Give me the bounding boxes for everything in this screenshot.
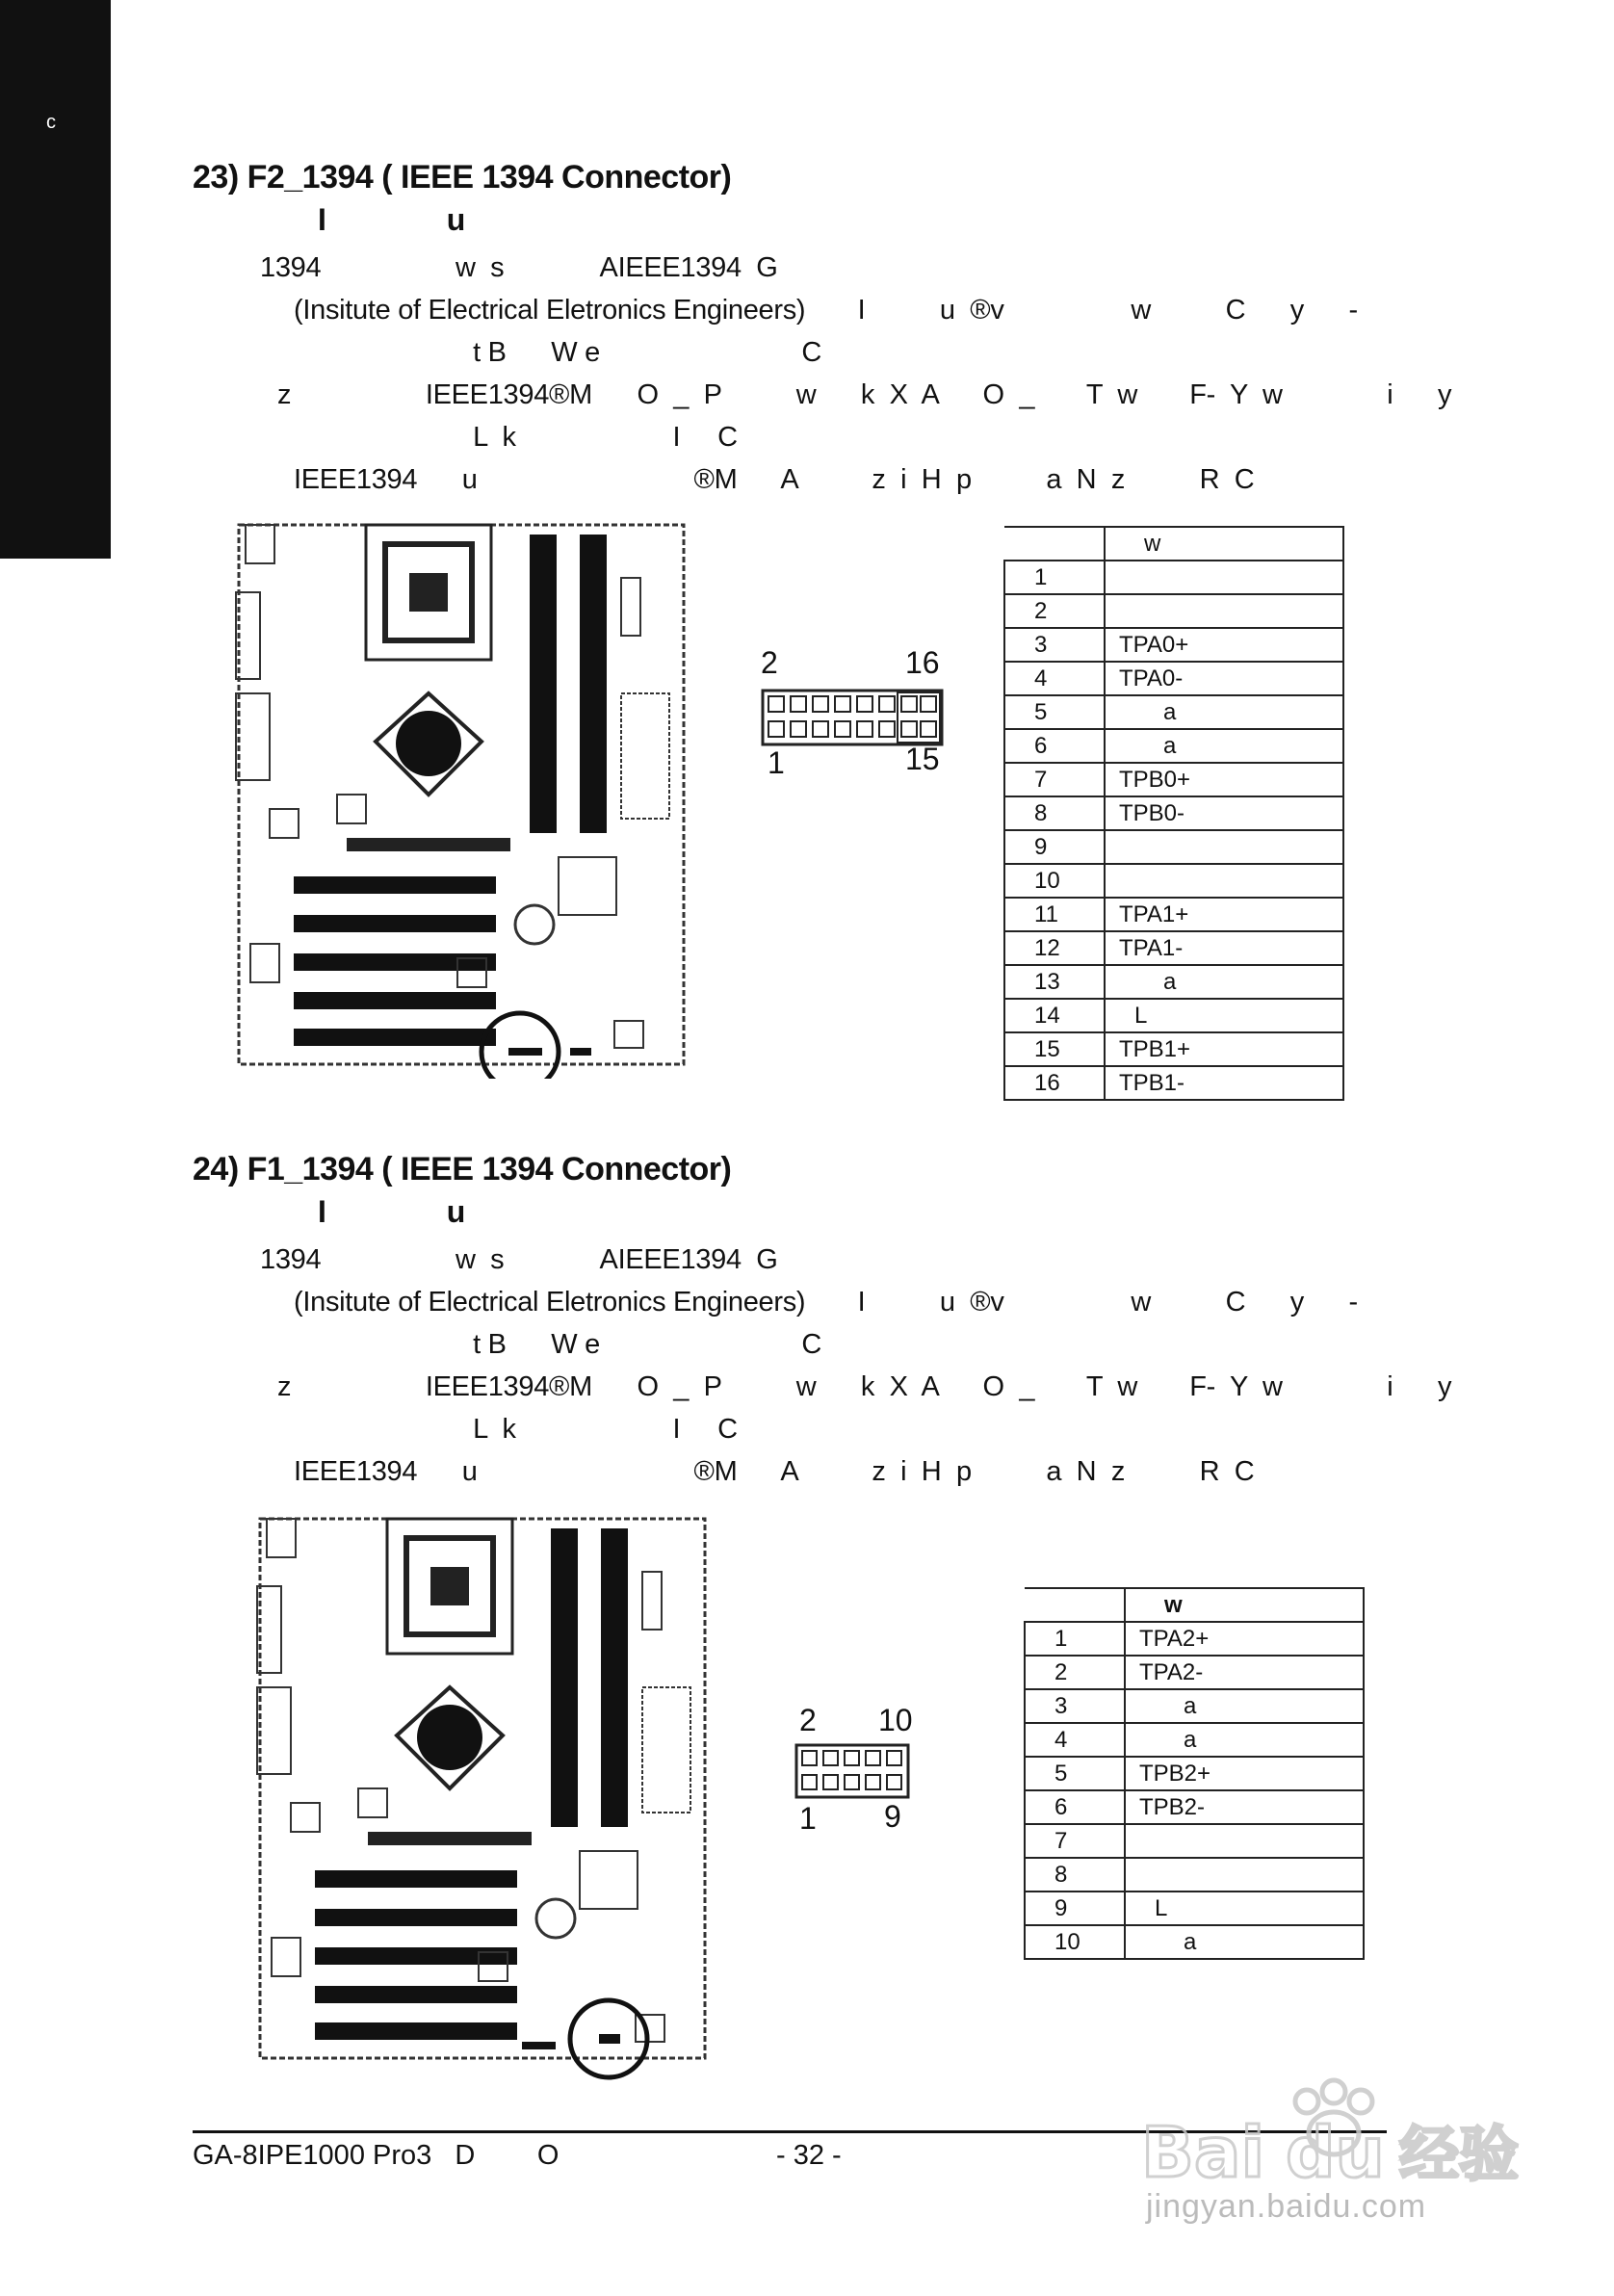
section-23-heading: 23) F2_1394 ( IEEE 1394 Connector) [193,159,732,196]
pin-def: L [1125,1892,1364,1925]
section-23-line-2: (Insitute of Electrical Eletronics Engineers) I u ®v w C y - [294,295,1358,326]
f2-connector-label-16: 16 [905,645,940,680]
side-tab-label: c [46,112,56,133]
section-23-subheading: I u [318,202,522,237]
pin-no: 3 [1004,628,1105,662]
pin-no: 1 [1004,561,1105,594]
svg-text:du: du [1286,2112,1385,2193]
pin-def: TPA1+ [1105,898,1343,931]
section-24-line-3: t B W e C [294,1329,822,1360]
pin-no: 10 [1025,1925,1125,1959]
pin-no: 9 [1004,830,1105,864]
f2-1394-pin-table [1003,526,1344,1101]
pin-no: 6 [1025,1790,1125,1824]
pin-def: TPA2- [1125,1656,1364,1689]
pin-no: 3 [1025,1689,1125,1723]
f1-connector-label-10: 10 [878,1703,913,1737]
page-number: - 32 - [776,2140,842,2171]
pin-def: a [1125,1925,1364,1959]
pin-no: 13 [1004,965,1105,999]
pin-def: TPB2+ [1125,1757,1364,1790]
footer-model: GA-8IPE1000 Pro3 D O [193,2140,560,2171]
pin-def: TPB1+ [1105,1032,1343,1066]
pin-def [1105,864,1343,898]
pin-def: L [1105,999,1343,1032]
section-24-line-6: IEEE1394 u ®M A z i H p a N z R C [294,1456,1255,1487]
pin-no: 8 [1004,796,1105,830]
pin-def: TPB0- [1105,796,1343,830]
pin-no: 12 [1004,931,1105,965]
pin-def [1125,1858,1364,1892]
f1-1394-connector-pins [794,1743,910,1799]
svg-text:经验: 经验 [1399,2119,1520,2189]
pin-no: 15 [1004,1032,1105,1066]
pin-no: 2 [1025,1656,1125,1689]
pin-def: TPB0+ [1105,763,1343,796]
pin-def: TPA2+ [1125,1622,1364,1656]
pin-no: 7 [1025,1824,1125,1858]
motherboard-diagram-f1-1394 [252,1514,715,2082]
pin-def [1105,561,1343,594]
pin-def: TPB1- [1105,1066,1343,1100]
pin-no: 5 [1025,1757,1125,1790]
section-23-line-6: IEEE1394 u ®M A z i H p a N z R C [294,464,1255,495]
section-24-line-2: (Insitute of Electrical Eletronics Engineers) I u ®v w C y - [294,1287,1358,1318]
pin-no: 11 [1004,898,1105,931]
pin-def: TPA0- [1105,662,1343,695]
pin-def: a [1105,729,1343,763]
pin-no: 6 [1004,729,1105,763]
pin-def: TPA1- [1105,931,1343,965]
f2-connector-label-15: 15 [905,742,940,776]
section-24-line-4: z IEEE1394®M O _ P w k X A O _ T w F- Y w i y [277,1371,1452,1402]
f2-connector-label-1: 1 [768,745,785,780]
pin-no: 4 [1004,662,1105,695]
pin-header-def: w [1125,1588,1364,1622]
f2-1394-connector-pins [761,689,944,746]
pin-no: 5 [1004,695,1105,729]
chapter-side-tab [0,0,111,559]
pin-header-no [1025,1588,1125,1622]
pin-no: 4 [1025,1723,1125,1757]
pin-def: a [1125,1723,1364,1757]
pin-def [1125,1824,1364,1858]
watermark-url: jingyan.baidu.com [1146,2188,1427,2225]
pin-no: 9 [1025,1892,1125,1925]
section-24-heading: 24) F1_1394 ( IEEE 1394 Connector) [193,1151,732,1187]
section-24-line-5: L k I C [294,1414,738,1445]
pin-def [1105,594,1343,628]
section-23-line-3: t B W e C [294,337,822,368]
pin-no: 2 [1004,594,1105,628]
f1-connector-label-9: 9 [884,1799,901,1834]
pin-header-no [1004,527,1105,561]
pin-no: 1 [1025,1622,1125,1656]
pin-def [1105,830,1343,864]
svg-text:Bai: Bai [1141,2112,1265,2193]
section-24-subheading: I u [318,1194,522,1229]
section-23-line-1: 1394 w s AIEEE1394 G [260,252,778,283]
section-23-line-5: L k I C [294,422,738,453]
pin-no: 14 [1004,999,1105,1032]
pin-def: a [1105,965,1343,999]
pin-header-def: w [1105,527,1343,561]
pin-def: a [1125,1689,1364,1723]
pin-no: 16 [1004,1066,1105,1100]
f2-connector-label-2: 2 [761,645,778,680]
f1-1394-pin-table [1024,1587,1365,1960]
pin-def: TPB2- [1125,1790,1364,1824]
f1-connector-label-1: 1 [799,1801,817,1836]
pin-def: a [1105,695,1343,729]
pin-no: 7 [1004,763,1105,796]
section-24-line-1: 1394 w s AIEEE1394 G [260,1244,778,1275]
pin-no: 10 [1004,864,1105,898]
pin-def: TPA0+ [1105,628,1343,662]
section-23-line-4: z IEEE1394®M O _ P w k X A O _ T w F- Y w i y [277,379,1452,410]
motherboard-diagram-f2-1394 [231,520,693,1079]
f1-connector-label-2: 2 [799,1703,817,1737]
pin-no: 8 [1025,1858,1125,1892]
